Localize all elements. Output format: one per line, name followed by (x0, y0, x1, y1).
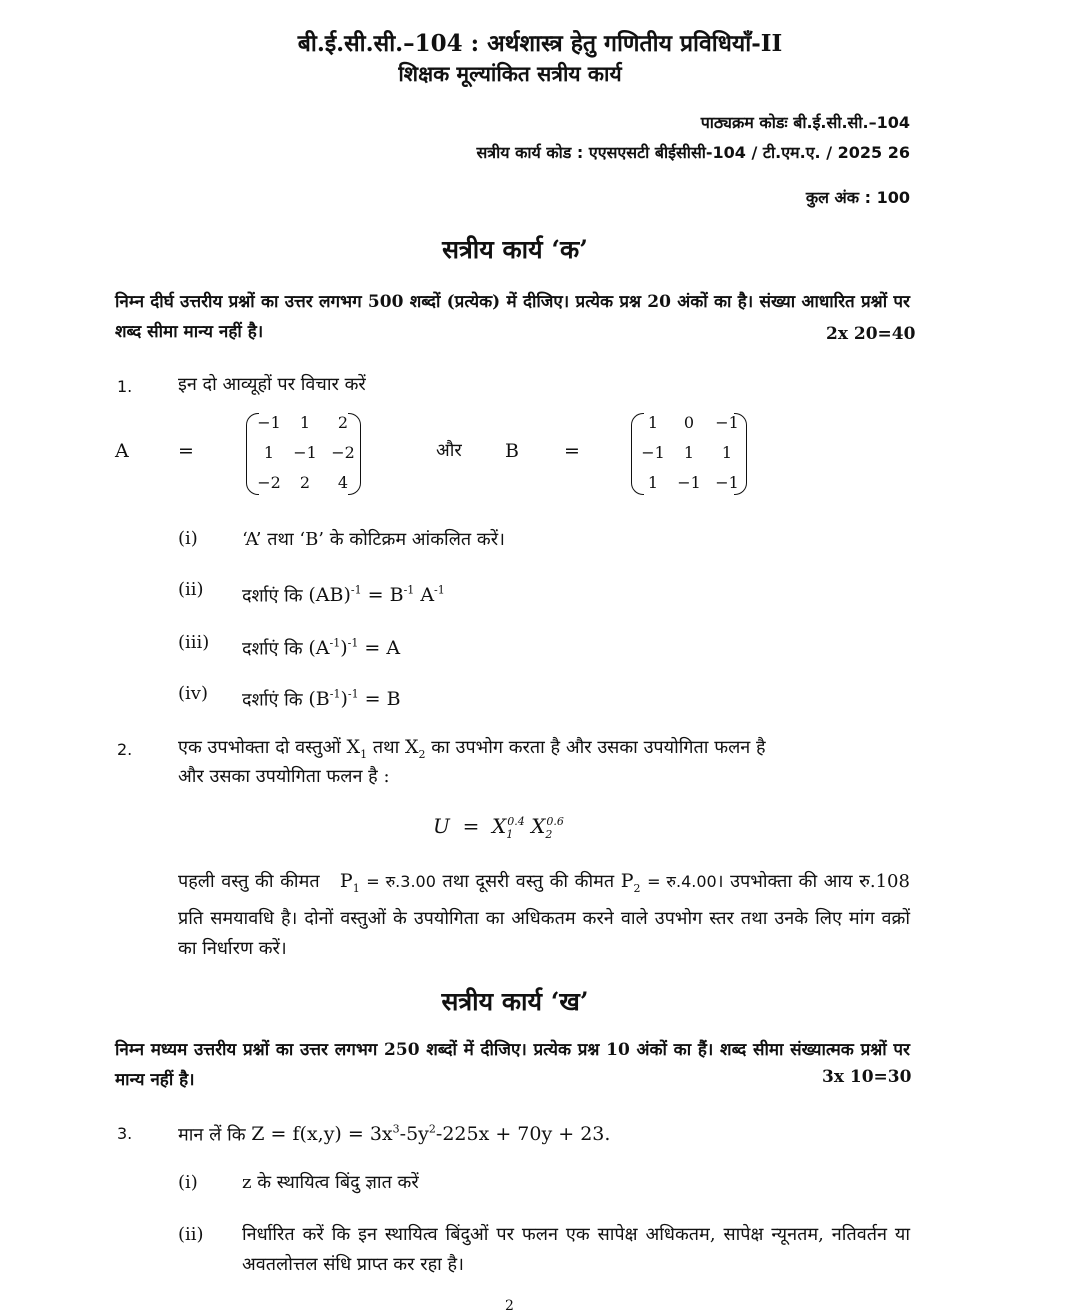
total-marks: कुल अंक : 100 (805, 188, 910, 207)
q2-p2-value: = रु.4.00 (647, 872, 717, 891)
q2-p1-value: = रु.3.00 (366, 872, 436, 891)
q2-p1: $P_1$ (326, 870, 360, 895)
matrix-a-cell: −1 (257, 413, 281, 432)
q2-p2: $P_2$ (620, 870, 641, 895)
matrix-b-cell: −1 (677, 473, 701, 492)
q3-part-ii-text: निर्धारित करें कि इन स्थायित्व बिंदुओं पर फलन एक सापेक्ष अधिकतम, सापेक्ष न्यूनतम, नतिवर्तन या अवतलोत्तल संधि प्राप्त कर रहा है। (242, 1224, 910, 1275)
question-2-line-2: और उसका उपयोगिता फलन है : (178, 766, 390, 787)
section-b-heading: सत्रीय कार्य ‘ख’ (441, 987, 589, 1016)
matrix-b-cell: 0 (683, 413, 695, 432)
matrix-b-cell: 1 (647, 413, 659, 432)
q3-part-i-label: (i) (178, 1172, 198, 1193)
matrix-a-right-bracket (348, 413, 361, 495)
question-2-paragraph (178, 866, 910, 964)
q3-prefix: मान लें कि (178, 1124, 246, 1146)
q3-part-i-text: z के स्थायित्व बिंदु ज्ञात करें (242, 1172, 419, 1193)
q2-text-c: का उपभोग करता है और उसका उपयोगिता फलन है (431, 737, 766, 758)
section-b-marks: 3x 10=30 (822, 1067, 912, 1087)
q2-x1: $X_1$ (346, 736, 368, 761)
document-title: बी.ई.सी.सी.–104 : अर्थशास्त्र हेतु गणितीय प्रविधियाँ-II (297, 30, 783, 57)
matrix-b-cell: 1 (647, 473, 659, 492)
matrix-a-cell: −1 (293, 443, 317, 462)
section-b-instructions: निम्न मध्यम उत्तरीय प्रश्नों का उत्तर लगभग 250 शब्दों में दीजिए। प्रत्येक प्रश्न 10 अंकों का हैं। शब्द सीमा संख्यात्मक प्रश्नों पर मान्य नहीं है। (115, 1040, 910, 1090)
matrix-a-equals: = (178, 440, 194, 462)
q2-para-b: तथा दूसरी वस्तु की कीमत (442, 871, 615, 892)
q2-para-c: । उपभोक्ता की आय रु.108 प्रति समयावधि है। दोनों वस्तुओं के उपयोगिता का अधिकतम करने वाले उपभोग स्तर तथा उनके लिए मांग वक्रों का निर्धारण करें। (178, 871, 910, 959)
q1-part-iii-prefix: दर्शाएं कि (242, 638, 303, 660)
question-1-number: 1. (117, 377, 133, 396)
q1-part-ii-prefix: दर्शाएं कि (242, 585, 303, 607)
conjunction-and: और (436, 440, 462, 461)
matrix-b-cell: 1 (721, 443, 733, 462)
q2-x2: $X_2$ (404, 736, 426, 761)
question-2-number: 2. (117, 740, 133, 759)
matrix-b-cell: −1 (715, 473, 739, 492)
matrix-b-cell: −1 (715, 413, 739, 432)
section-a-marks: 2x 20=40 (826, 324, 916, 344)
matrix-a (252, 408, 362, 498)
q1-part-iii-label: (iii) (178, 632, 210, 653)
q2-text-b: तथा (372, 737, 400, 758)
question-3-number: 3. (117, 1124, 133, 1143)
matrix-a-cell: 4 (337, 473, 349, 492)
matrix-b-right-bracket (734, 413, 747, 495)
course-code: पाठ्यक्रम कोडः बी.ई.सी.सी.–104 (700, 113, 910, 132)
q2-text-a: एक उपभोक्ता दो वस्तुओं (178, 737, 341, 758)
matrix-b-cell: −1 (641, 443, 665, 462)
q1-part-i-text: ‘A’ तथा ‘B’ के कोटिक्रम आंकलित करें। (242, 529, 505, 550)
q1-part-i-label: (i) (178, 528, 198, 549)
q3-expr: $Z = f(x,y) = 3x^3-5y^2-225x + 70y + 23$. (251, 1123, 611, 1146)
question-3-row (178, 1115, 610, 1150)
matrix-a-cell: −2 (257, 473, 281, 492)
matrix-a-cell: 2 (299, 473, 311, 492)
q1-part-ii-label: (ii) (178, 579, 204, 600)
matrix-a-cell: 1 (263, 443, 275, 462)
assignment-code: सत्रीय कार्य कोड : एएसएसटी बीईसीसी-104 / टी.एम.ए. / 2025 26 (476, 143, 910, 162)
page-number: 2 (505, 1298, 514, 1314)
section-a-heading: सत्रीय कार्य ‘क’ (442, 235, 588, 264)
q1-part-ii-row (242, 576, 445, 611)
q1-part-iii-expr: $(A^{-1})^{-1} = A$ (308, 637, 401, 660)
q1-part-iv-prefix: दर्शाएं कि (242, 689, 303, 711)
document-subtitle: शिक्षक मूल्यांकित सत्रीय कार्य (398, 61, 622, 86)
q2-para-a: पहली वस्तु की कीमत (178, 871, 320, 892)
matrix-b-label: B (505, 440, 519, 462)
matrix-b-equals: = (564, 440, 580, 462)
matrix-b-cell: 1 (683, 443, 695, 462)
section-a-instructions: निम्न दीर्घ उत्तरीय प्रश्नों का उत्तर लगभग 500 शब्दों (प्रत्येक) में दीजिए। प्रत्येक प्रश्न 20 अंकों का है। संख्या आधारित प्रश्नों पर शब्द सीमा मान्य नहीं है। (115, 292, 910, 342)
matrix-b (636, 408, 746, 498)
q1-part-iii-row (242, 629, 400, 664)
q3-part-ii-label: (ii) (178, 1224, 204, 1245)
q1-part-iv-expr: $(B^{-1})^{-1} = B$ (308, 688, 401, 711)
q1-part-iv-label: (iv) (178, 683, 208, 704)
matrix-a-label: A (115, 440, 129, 462)
question-1-text: इन दो आव्यूहों पर विचार करें (178, 374, 366, 395)
utility-function: $U = X_1^{0.4}$ $X_2^{0.6}$ (433, 814, 564, 841)
q1-part-iv-row (242, 680, 401, 715)
q1-part-ii-expr: $(AB)^{-1} = B^{-1}$ $A^{-1}$ (308, 584, 445, 607)
matrix-a-cell: 1 (299, 413, 311, 432)
matrix-a-cell: 2 (337, 413, 349, 432)
matrix-a-cell: −2 (331, 443, 355, 462)
